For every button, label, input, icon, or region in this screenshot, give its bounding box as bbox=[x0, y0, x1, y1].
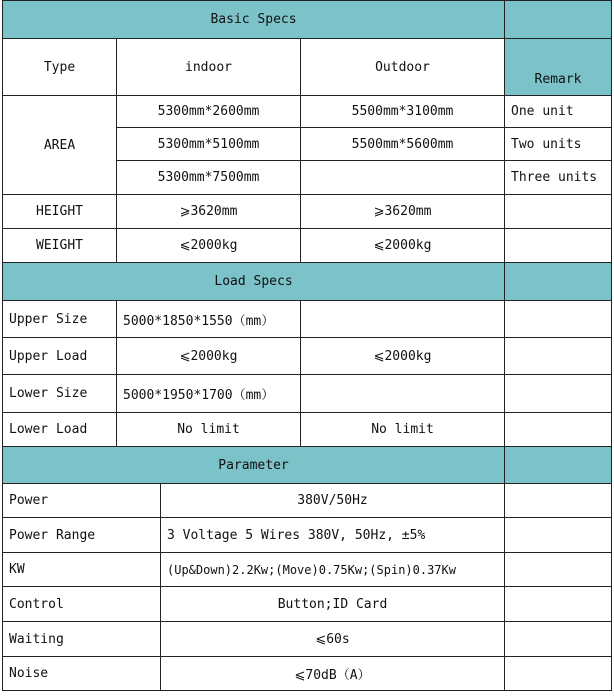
outdoor-header: Outdoor bbox=[301, 39, 505, 96]
parameter-header: Parameter bbox=[3, 447, 505, 484]
power-range-label: Power Range bbox=[3, 518, 161, 553]
waiting-label: Waiting bbox=[3, 622, 161, 657]
area-outdoor-2: 5500mm*5600mm bbox=[301, 128, 505, 161]
power-range-remark bbox=[505, 518, 612, 553]
upper-size-outdoor bbox=[301, 301, 505, 338]
control-label: Control bbox=[3, 587, 161, 622]
weight-label: WEIGHT bbox=[3, 229, 117, 263]
upper-size-remark bbox=[505, 301, 612, 338]
area-outdoor-1: 5500mm*3100mm bbox=[301, 96, 505, 128]
remark-header: Remark bbox=[505, 39, 612, 96]
height-label: HEIGHT bbox=[3, 195, 117, 229]
control-remark bbox=[505, 587, 612, 622]
lower-load-remark bbox=[505, 413, 612, 447]
power-remark bbox=[505, 484, 612, 518]
lower-size-label: Lower Size bbox=[3, 375, 117, 413]
type-header: Type bbox=[3, 39, 117, 96]
upper-size-label: Upper Size bbox=[3, 301, 117, 338]
upper-load-indoor: ⩽2000kg bbox=[117, 338, 301, 375]
load-specs-header-blank bbox=[505, 263, 612, 301]
height-indoor: ⩾3620mm bbox=[117, 195, 301, 229]
upper-load-label: Upper Load bbox=[3, 338, 117, 375]
spec-table bbox=[2, 0, 612, 691]
waiting-value: ⩽60s bbox=[161, 622, 505, 657]
lower-load-outdoor: No limit bbox=[301, 413, 505, 447]
waiting-remark bbox=[505, 622, 612, 657]
upper-load-outdoor: ⩽2000kg bbox=[301, 338, 505, 375]
noise-remark bbox=[505, 657, 612, 691]
noise-label: Noise bbox=[3, 657, 161, 691]
load-specs-header: Load Specs bbox=[3, 263, 505, 301]
kw-remark bbox=[505, 553, 612, 587]
area-indoor-1: 5300mm*2600mm bbox=[117, 96, 301, 128]
control-value: Button;ID Card bbox=[161, 587, 505, 622]
area-remark-3: Three units bbox=[505, 161, 612, 195]
lower-load-indoor: No limit bbox=[117, 413, 301, 447]
height-remark bbox=[505, 195, 612, 229]
kw-value: (Up&Down)2.2Kw;(Move)0.75Kw;(Spin)0.37Kw bbox=[161, 553, 505, 587]
basic-specs-header-blank bbox=[505, 1, 612, 39]
power-range-value: 3 Voltage 5 Wires 380V, 50Hz, ±5% bbox=[161, 518, 505, 553]
power-value: 380V/50Hz bbox=[161, 484, 505, 518]
weight-remark bbox=[505, 229, 612, 263]
lower-size-outdoor bbox=[301, 375, 505, 413]
height-outdoor: ⩾3620mm bbox=[301, 195, 505, 229]
weight-outdoor: ⩽2000kg bbox=[301, 229, 505, 263]
weight-indoor: ⩽2000kg bbox=[117, 229, 301, 263]
area-remark-1: One unit bbox=[505, 96, 612, 128]
area-remark-2: Two units bbox=[505, 128, 612, 161]
upper-size-indoor: 5000*1850*1550（mm） bbox=[117, 301, 301, 338]
lower-size-remark bbox=[505, 375, 612, 413]
power-label: Power bbox=[3, 484, 161, 518]
upper-load-remark bbox=[505, 338, 612, 375]
area-indoor-3: 5300mm*7500mm bbox=[117, 161, 301, 195]
area-label: AREA bbox=[3, 96, 117, 195]
kw-label: KW bbox=[3, 553, 161, 587]
noise-value: ⩽70dB（A） bbox=[161, 657, 505, 691]
area-indoor-2: 5300mm*5100mm bbox=[117, 128, 301, 161]
parameter-header-blank bbox=[505, 447, 612, 484]
basic-specs-header: Basic Specs bbox=[3, 1, 505, 39]
lower-size-indoor: 5000*1950*1700（mm） bbox=[117, 375, 301, 413]
lower-load-label: Lower Load bbox=[3, 413, 117, 447]
area-outdoor-3 bbox=[301, 161, 505, 195]
indoor-header: indoor bbox=[117, 39, 301, 96]
